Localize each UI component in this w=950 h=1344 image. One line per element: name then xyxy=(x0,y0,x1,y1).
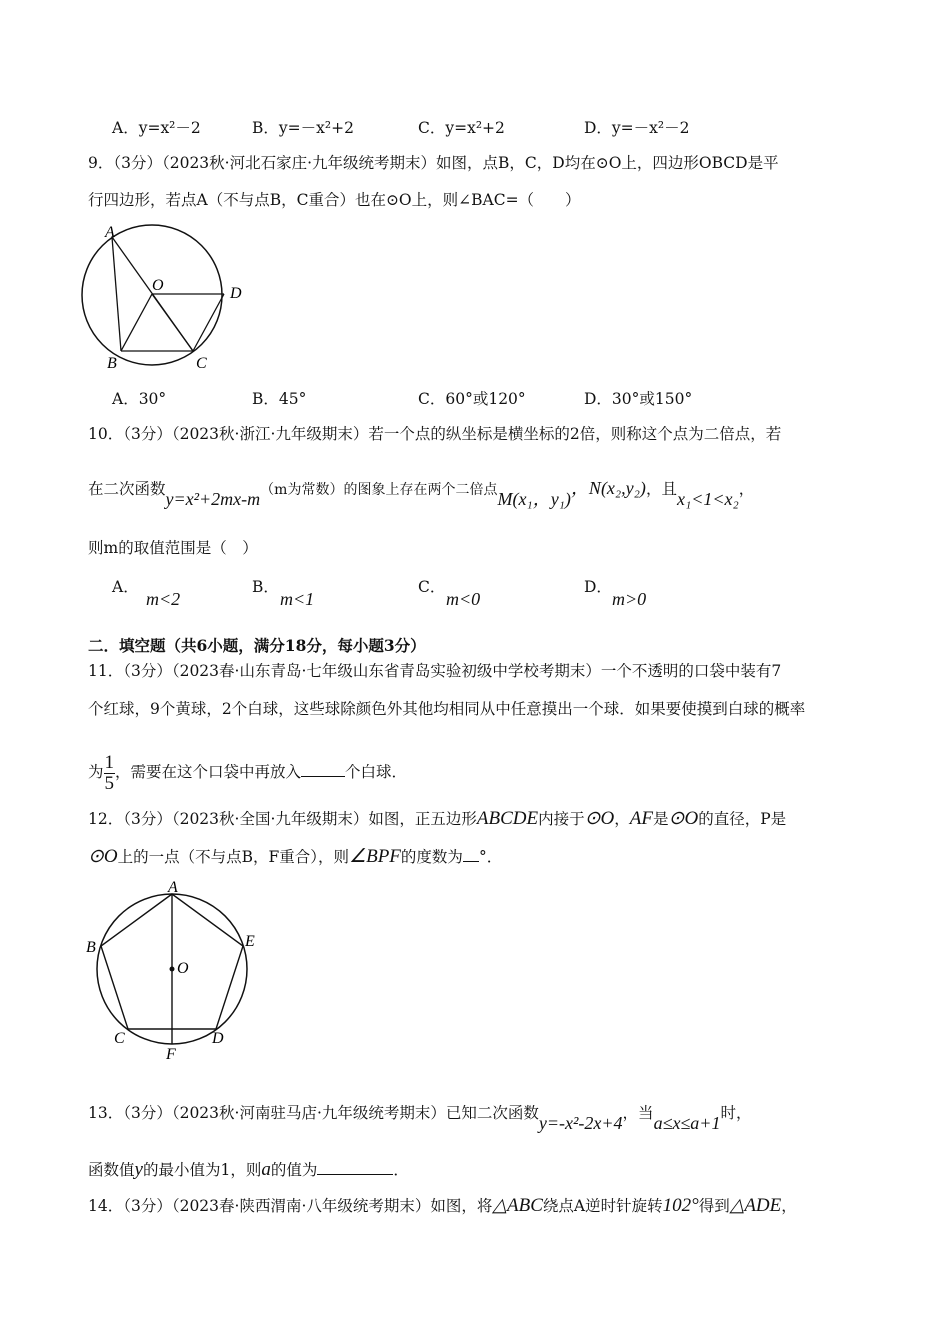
q10-option-c-value: m<0 xyxy=(446,589,481,609)
q8-option-c: C．y=x²+2 xyxy=(418,119,505,137)
q9-label-d: D xyxy=(230,285,242,302)
q11-line1: 11．（3分）（2023春·山东青岛·七年级山东省青岛实验初级中学校考期末）一个不透明的口袋中装有7 xyxy=(88,662,782,680)
q13-text-a: 13．（3分）（2023秋·河南驻马店·九年级统考期末）已知二次函数 xyxy=(88,1104,539,1122)
q12-answer-blank[interactable] xyxy=(463,861,479,862)
q14-text-a: 14．（3分）（2023春·陕西渭南·八年级统考期末）如图，将 xyxy=(88,1197,493,1215)
q12-text-g: 的度数为 xyxy=(400,848,463,866)
q12-label-e: E xyxy=(245,933,255,950)
q13-text-f: 的值为 xyxy=(270,1161,318,1179)
q10-line3: 则m的取值范围是（ ） xyxy=(88,539,258,557)
q10-condition: x₁<1<x₂ xyxy=(676,489,739,509)
q9-label-c: C xyxy=(196,355,207,372)
q12-label-c: C xyxy=(114,1030,125,1047)
q12-text-f: 上的一点（不与点B，F重合），则 xyxy=(117,848,350,866)
q12-line1 xyxy=(88,809,786,829)
q12-label-a: A xyxy=(168,879,178,896)
q10-function: y=x²+2mx-m xyxy=(165,489,261,509)
q10-option-b-value: m<1 xyxy=(280,589,315,609)
q12-label-b: B xyxy=(86,939,96,956)
q14-triangle-abc: △ABC xyxy=(492,1195,543,1216)
q12-label-d: D xyxy=(212,1030,224,1047)
q14-text-d: ， xyxy=(781,1197,797,1215)
q9-label-a: A xyxy=(105,224,115,241)
q12-af: AF xyxy=(629,808,654,829)
q11-mid: ，需要在这个口袋中再放入 xyxy=(115,763,302,781)
q13-var-a: a xyxy=(261,1159,271,1180)
q11-prefix: 为 xyxy=(88,763,104,781)
q12-circle-o-3: ⊙O xyxy=(88,846,118,867)
q12-pentagon: ABCDE xyxy=(476,808,539,829)
q10-prefix: 在二次函数 xyxy=(88,480,166,498)
q8-option-a: A．y=x²－2 xyxy=(112,119,201,137)
section-2-title: 二．填空题（共6小题，满分18分，每小题3分） xyxy=(88,636,426,655)
q10-line2 xyxy=(88,478,755,509)
q10-option-a-value: m<2 xyxy=(146,589,181,609)
q14-text-b: 绕点A逆时针旋转 xyxy=(542,1197,663,1215)
q10-point-n: ，N(x₂,y₂) xyxy=(570,478,646,498)
q12-label-o: O xyxy=(177,960,189,977)
q11-line3 xyxy=(88,752,407,794)
q10-end: ， xyxy=(738,480,755,498)
q13-line2 xyxy=(88,1160,409,1180)
q12-label-f: F xyxy=(166,1046,176,1062)
q14-line1 xyxy=(88,1196,797,1216)
q12-angle: ∠BPF xyxy=(349,846,401,867)
q13-text-d: 函数值 xyxy=(88,1161,135,1179)
q10-point-m: M(x₁，y₁) xyxy=(497,489,571,509)
q11-suffix: 个白球． xyxy=(345,763,408,781)
q12-pentagon-figure xyxy=(82,876,268,1062)
q10-option-c-letter: C． xyxy=(418,578,446,596)
q11-fraction-numerator: 1 xyxy=(104,751,115,773)
q12-text-c: ， xyxy=(614,810,630,828)
q9-label-b: B xyxy=(107,355,117,372)
q11-fraction xyxy=(104,753,116,794)
q10-option-b-letter: B． xyxy=(252,578,279,596)
q12-text-b: 内接于 xyxy=(538,810,585,828)
q11-line2: 个红球，9个黄球，2个白球，这些球除颜色外其他均相同从中任意摸出一个球．如果要使摸到白球的概率 xyxy=(88,700,806,718)
q10-option-a-letter: A． xyxy=(112,578,139,596)
q12-text-d: 是 xyxy=(653,810,669,828)
q13-function: y=-x²-2x+4 xyxy=(538,1113,623,1133)
q9-line2: 行四边形，若点A（不与点B，C重合）也在⊙O上，则∠BAC=（ ） xyxy=(88,191,581,209)
q12-line2 xyxy=(88,847,502,867)
q13-text-b: ，当 xyxy=(622,1104,654,1122)
q11-answer-blank[interactable] xyxy=(301,776,345,777)
q9-option-b: B．45° xyxy=(252,390,307,408)
q10-and: ，且 xyxy=(645,480,677,498)
q13-answer-blank[interactable] xyxy=(317,1174,393,1175)
q13-text-g: ． xyxy=(393,1161,409,1179)
q8-option-d: D．y=－x²－2 xyxy=(584,119,690,137)
q10-option-d-value: m>0 xyxy=(612,589,647,609)
q12-text-h: °． xyxy=(478,848,503,866)
q14-text-c: 得到 xyxy=(698,1197,730,1215)
q12-circle-o: ⊙O xyxy=(584,808,615,829)
q9-line1: 9．（3分）（2023秋·河北石家庄·九年级统考期末）如图，点B，C，D均在⊙O上，四边形OBCD是平 xyxy=(88,154,779,172)
q13-text-c: 时， xyxy=(720,1104,752,1122)
q11-fraction-denominator: 5 xyxy=(104,772,115,794)
q12-circle-o-2: ⊙O xyxy=(668,808,699,829)
q10-option-d-letter: D． xyxy=(584,578,612,596)
q13-var-y: y xyxy=(134,1159,143,1180)
q13-range: a≤x≤a+1 xyxy=(653,1113,721,1133)
q8-option-b: B．y=－x²+2 xyxy=(252,119,354,137)
q10-mid: （m为常数）的图象上存在两个二倍点 xyxy=(260,482,498,498)
q9-option-a: A．30° xyxy=(112,390,167,408)
q13-text-e: 的最小值为1，则 xyxy=(142,1161,262,1179)
q12-text-a: 12．（3分）（2023秋·全国·九年级期末）如图，正五边形 xyxy=(88,810,477,828)
q9-circle-figure xyxy=(80,220,260,372)
q9-option-d: D．30°或150° xyxy=(584,390,693,408)
q9-option-c: C．60°或120° xyxy=(418,390,526,408)
q14-triangle-ade: △ADE xyxy=(729,1195,782,1216)
q9-label-o: O xyxy=(152,277,164,294)
q12-text-e: 的直径，P是 xyxy=(698,810,787,828)
q14-angle: 102° xyxy=(662,1195,699,1216)
q13-line1 xyxy=(88,1102,752,1133)
q10-line1: 10．（3分）（2023秋·浙江·九年级期末）若一个点的纵坐标是横坐标的2倍，则称这个点为二倍点，若 xyxy=(88,425,782,443)
